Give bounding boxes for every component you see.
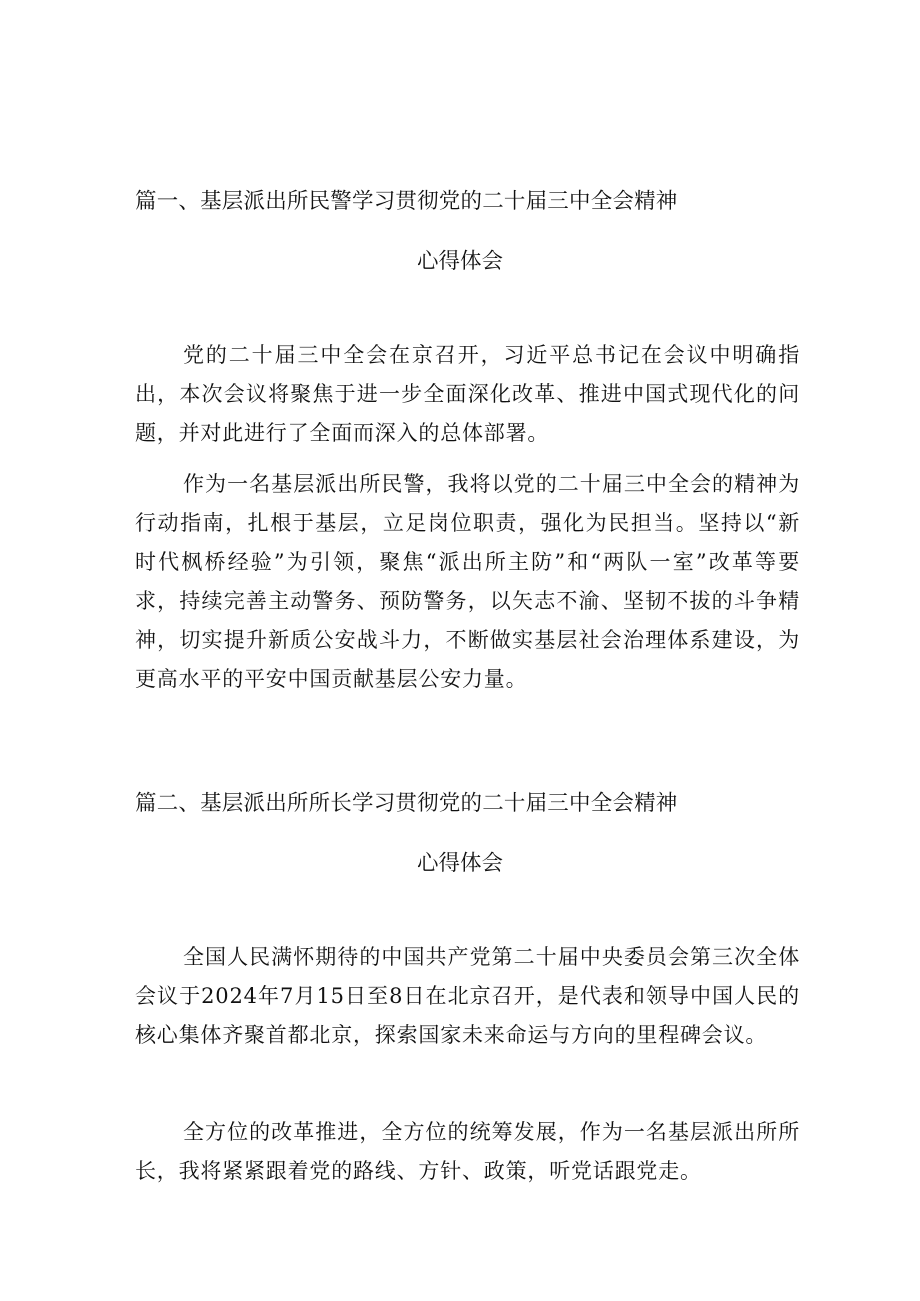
section-1-subtitle: 心得体会 bbox=[416, 249, 503, 274]
section-2-subtitle: 心得体会 bbox=[416, 851, 503, 876]
section-2-paragraph-1: 全国人民满怀期待的中国共产党第二十届中央委员会第三次全体会议于2024年7月15日至8日在北京召开，是代表和领导中国人民的核心集体齐聚首都北京，探索国家未来命运与方向的里程碑会议。 bbox=[135, 945, 800, 1047]
section-1-paragraph-1: 党的二十届三中全会在京召开，习近平总书记在会议中明确指出，本次会议将聚焦于进一步全面深化改革、推进中国式现代化的问题，并对此进行了全面而深入的总体部署。 bbox=[135, 343, 800, 445]
section-2-title: 篇二、基层派出所所长学习贯彻党的二十届三中全会精神 bbox=[135, 791, 678, 816]
section-1-title: 篇一、基层派出所民警学习贯彻党的二十届三中全会精神 bbox=[135, 189, 678, 214]
section-1-paragraph-2: 作为一名基层派出所民警，我将以党的二十届三中全会的精神为行动指南，扎根于基层，立足岗位职责，强化为民担当。坚持以“新时代枫桥经验”为引领，聚焦“派出所主防”和“两队一室”改革等要求，持续完善主动警务、预防警务，以矢志不渝、坚韧不拔的斗争精神，切实提升新质公安战斗力，不断做实基层社会治理体系建设，为更高水平的平安中国贡献基层公安力量。 bbox=[135, 472, 800, 691]
section-2-paragraph-2: 全方位的改革推进，全方位的统筹发展，作为一名基层派出所所长，我将紧紧跟着党的路线、方针、政策，听党话跟党走。 bbox=[135, 1120, 800, 1183]
